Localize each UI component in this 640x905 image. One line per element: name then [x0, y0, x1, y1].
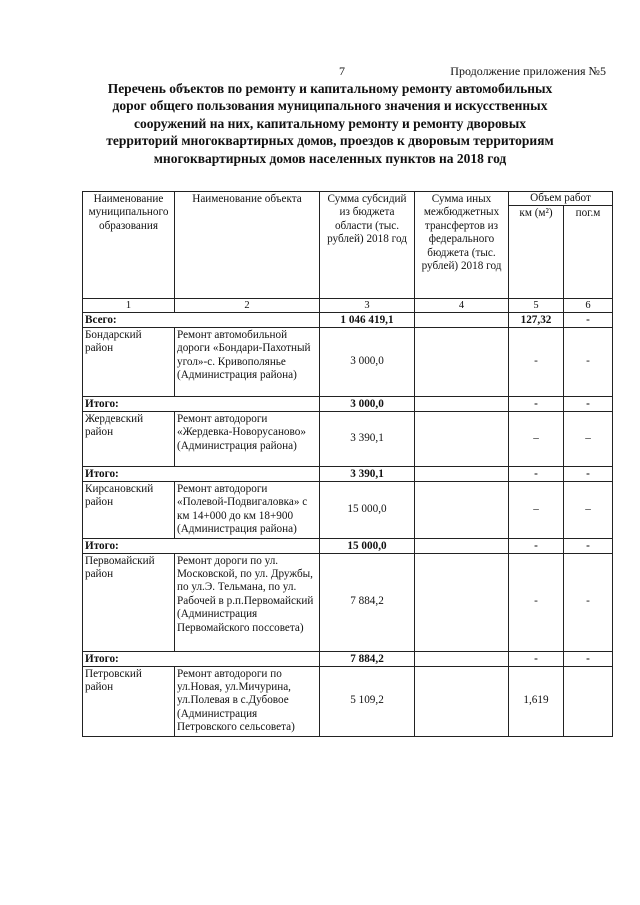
municipality-cell: Бондарский район [83, 328, 175, 397]
header-row [83, 192, 613, 206]
object-row [83, 666, 613, 736]
column-number-row [83, 299, 613, 313]
subtotal-subsidy: 15 000,0 [320, 538, 415, 553]
transfers-cell [415, 412, 509, 467]
pog-m-cell [564, 666, 613, 736]
document-title [60, 80, 600, 167]
object-row [83, 328, 613, 397]
object-row [83, 482, 613, 539]
subtotal-transfers [415, 538, 509, 553]
subtotal-pog-m: - [564, 397, 613, 412]
object-cell: Ремонт автодороги по ул.Новая, ул.Мичурина, ул.Полевая в с.Дубовое (Администрация Петровского сельсовета) [175, 666, 320, 736]
object-row [83, 553, 613, 651]
header-subsidy: Сумма субсидий из бюджета области (тыс. рублей) 2018 год [320, 192, 415, 299]
subtotal-km: - [509, 538, 564, 553]
grand-total-subsidy: 1 046 419,1 [320, 313, 415, 328]
subtotal-transfers [415, 467, 509, 482]
pog-m-cell: – [564, 482, 613, 539]
page-number: 7 [339, 64, 345, 78]
transfers-cell [415, 666, 509, 736]
header-km: км (м²) [509, 206, 564, 299]
subtotal-pog-m: - [564, 467, 613, 482]
grand-total-km: 127,32 [509, 313, 564, 328]
km-cell: – [509, 482, 564, 539]
subtotal-km: - [509, 467, 564, 482]
object-row [83, 412, 613, 467]
subsidy-cell: 3 000,0 [320, 328, 415, 397]
subtotal-subsidy: 3 000,0 [320, 397, 415, 412]
title-line: многоквартирных домов населенных пунктов на 2018 год [153, 150, 507, 166]
subtotal-transfers [415, 651, 509, 666]
grand-total-pog-m: - [564, 313, 613, 328]
pog-m-cell: - [564, 328, 613, 397]
subtotal-row [83, 397, 613, 412]
subtotal-row [83, 651, 613, 666]
object-cell: Ремонт автодороги «Жердевка-Новорусаново» (Администрация района) [175, 412, 320, 467]
subsidy-cell: 7 884,2 [320, 553, 415, 651]
column-number: 6 [564, 299, 613, 313]
km-cell: - [509, 328, 564, 397]
municipality-cell: Петровский район [83, 666, 175, 736]
municipality-cell: Первомайский район [83, 553, 175, 651]
subtotal-km: - [509, 397, 564, 412]
km-cell: - [509, 553, 564, 651]
pog-m-cell: - [564, 553, 613, 651]
grand-total-row [83, 313, 613, 328]
pog-m-cell: – [564, 412, 613, 467]
column-number: 3 [320, 299, 415, 313]
subtotal-label: Итого: [83, 467, 320, 482]
subtotal-label: Итого: [83, 538, 320, 553]
subtotal-row [83, 467, 613, 482]
grand-total-transfers [415, 313, 509, 328]
header-object: Наименование объекта [175, 192, 320, 299]
subtotal-label: Итого: [83, 651, 320, 666]
appendix-note: Продолжение приложения №5 [450, 64, 606, 78]
km-cell: – [509, 412, 564, 467]
title-line: территорий многоквартирных домов, проездов к дворовым территориям [106, 133, 554, 149]
municipality-cell: Кирсановский район [83, 482, 175, 539]
title-line: дорог общего пользования муниципального значения и искусственных [112, 98, 548, 114]
object-cell: Ремонт автодороги «Полевой-Подвигаловка» с км 14+000 до км 18+900 (Администрация района) [175, 482, 320, 539]
subtotal-subsidy: 7 884,2 [320, 651, 415, 666]
subsidy-cell: 3 390,1 [320, 412, 415, 467]
subtotal-pog-m: - [564, 538, 613, 553]
subsidy-cell: 15 000,0 [320, 482, 415, 539]
title-line: Перечень объектов по ремонту и капитальному ремонту автомобильных [107, 81, 553, 96]
object-cell: Ремонт дороги по ул. Московской, по ул. Дружбы, по ул.Э. Тельмана, по ул. Рабочей в р.п.Первомайский (Администрация Первомайского поссовета) [175, 553, 320, 651]
header-municipality: Наименование муниципального образования [83, 192, 175, 299]
column-number: 4 [415, 299, 509, 313]
grand-total-label: Всего: [83, 313, 320, 328]
subsidy-cell: 5 109,2 [320, 666, 415, 736]
header-volume-group: Объем работ [509, 192, 613, 206]
column-number: 5 [509, 299, 564, 313]
object-cell: Ремонт автомобильной дороги «Бондари-Пахотный угол»-с. Кривополянье (Администрация района) [175, 328, 320, 397]
subtotal-row [83, 538, 613, 553]
subtotal-label: Итого: [83, 397, 320, 412]
header-pog-m: пог.м [564, 206, 613, 299]
header-transfers: Сумма иных межбюджетных трансфертов из федерального бюджета (тыс. рублей) 2018 год [415, 192, 509, 299]
title-line: сооружений на них, капитальному ремонту и ремонту дворовых [133, 115, 527, 131]
objects-table [82, 191, 613, 737]
municipality-cell: Жердевский район [83, 412, 175, 467]
subtotal-pog-m: - [564, 651, 613, 666]
subtotal-subsidy: 3 390,1 [320, 467, 415, 482]
transfers-cell [415, 553, 509, 651]
transfers-cell [415, 328, 509, 397]
subtotal-transfers [415, 397, 509, 412]
column-number: 2 [175, 299, 320, 313]
subtotal-km: - [509, 651, 564, 666]
column-number: 1 [83, 299, 175, 313]
transfers-cell [415, 482, 509, 539]
km-cell: 1,619 [509, 666, 564, 736]
